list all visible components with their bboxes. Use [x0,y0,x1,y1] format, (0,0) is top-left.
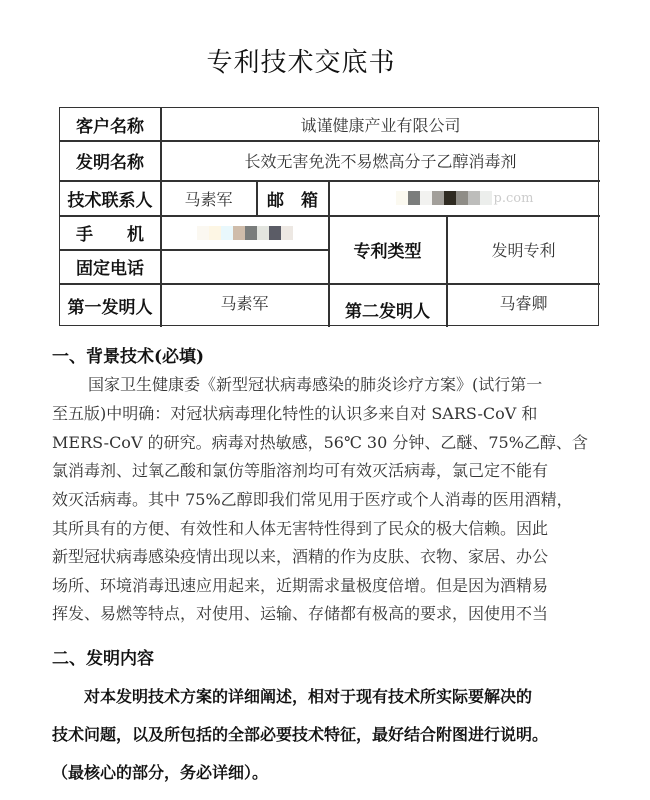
paragraph-line: 技术问题，以及所包括的全部必要技术特征，最好结合附图进行说明。 [52,725,549,744]
paragraph-line: 对本发明技术方案的详细阐述，相对于现有技术所实际要解决的 [84,687,533,706]
redacted-pixel [197,226,209,240]
redacted-pixel [480,191,492,205]
mobile-value-redacted [161,216,328,249]
redacted-pixel [257,226,269,240]
email-label: 邮 箱 [267,190,318,211]
redacted-pixel [432,191,444,205]
redacted-pixel [468,191,480,205]
document-title: 专利技术交底书 [206,48,396,78]
redacted-pixel [245,226,257,240]
patent-type-label: 专利类型 [353,242,422,262]
invention-name-value: 长效无害免洗不易燃高分子乙醇消毒剂 [244,152,517,171]
paragraph-line: 至五版)中明确：对冠状病毒理化特性的认识多来自对 SARS-CoV 和 [52,404,538,423]
redacted-pixel [396,191,408,205]
paragraph-line: （最核心的部分，务必详细）。 [52,763,269,782]
mobile-label: 手 机 [76,225,144,245]
info-table [59,107,599,326]
paragraph-line: 挥发、易燃等特点，对使用、运输、存储都有极高的要求，因使用不当 [52,604,549,623]
paragraph-line: 其所具有的方便、有效性和人体无害特性得到了民众的极大信赖。因此 [52,519,549,538]
paragraph-line: 新型冠状病毒感染疫情出现以来，酒精的作为皮肤、衣物、家居、办公 [52,547,549,566]
second-inventor-label: 第二发明人 [345,302,430,322]
redacted-pixel [456,191,468,205]
customer-name-label: 客户名称 [76,116,144,137]
redacted-pixel [408,191,420,205]
redacted-pixel [233,226,245,240]
paragraph-line: 效灭活病毒。其中 75%乙醇即我们常见用于医疗或个人消毒的医用酒精， [52,490,573,509]
redacted-pixel [221,226,233,240]
email-value-redacted [329,181,600,215]
redacted-pixel [420,191,432,205]
paragraph-line: 场所、环境消毒迅速应用起来，近期需求量极度倍增。但是因为酒精易 [52,576,549,595]
redacted-pixel [281,226,293,240]
redacted-pixel [269,226,281,240]
paragraph-line: 国家卫生健康委《新型冠状病毒感染的肺炎诊疗方案》(试行第一 [88,375,543,394]
paragraph-line: 氯消毒剂、过氧乙酸和氯仿等脂溶剂均可有效灭活病毒，氯己定不能有 [52,461,549,480]
patent-type-value: 发明专利 [491,241,556,260]
first-inventor-label: 第一发明人 [67,298,153,318]
redacted-block [197,226,293,240]
landline-label: 固定电话 [76,259,144,279]
email-suffix: p.com [493,190,534,206]
landline-value [161,250,328,283]
customer-name-value: 诚谨健康产业有限公司 [300,115,461,135]
redacted-block [396,191,492,205]
paragraph-line: MERS-CoV 的研究。病毒对热敏感，56℃ 30 分钟、乙醚、75%乙醇、含 [52,433,588,452]
section-heading-background: 一、背景技术(必填) [52,347,205,367]
tech-contact-label: 技术联系人 [67,190,153,211]
first-inventor-value: 马素军 [220,293,269,313]
second-inventor-value: 马睿卿 [499,293,548,313]
section-heading-invention-content: 二、发明内容 [52,649,154,669]
invention-name-label: 发明名称 [76,153,144,173]
redacted-pixel [444,191,456,205]
tech-contact-value: 马素军 [184,189,233,209]
redacted-pixel [209,226,221,240]
